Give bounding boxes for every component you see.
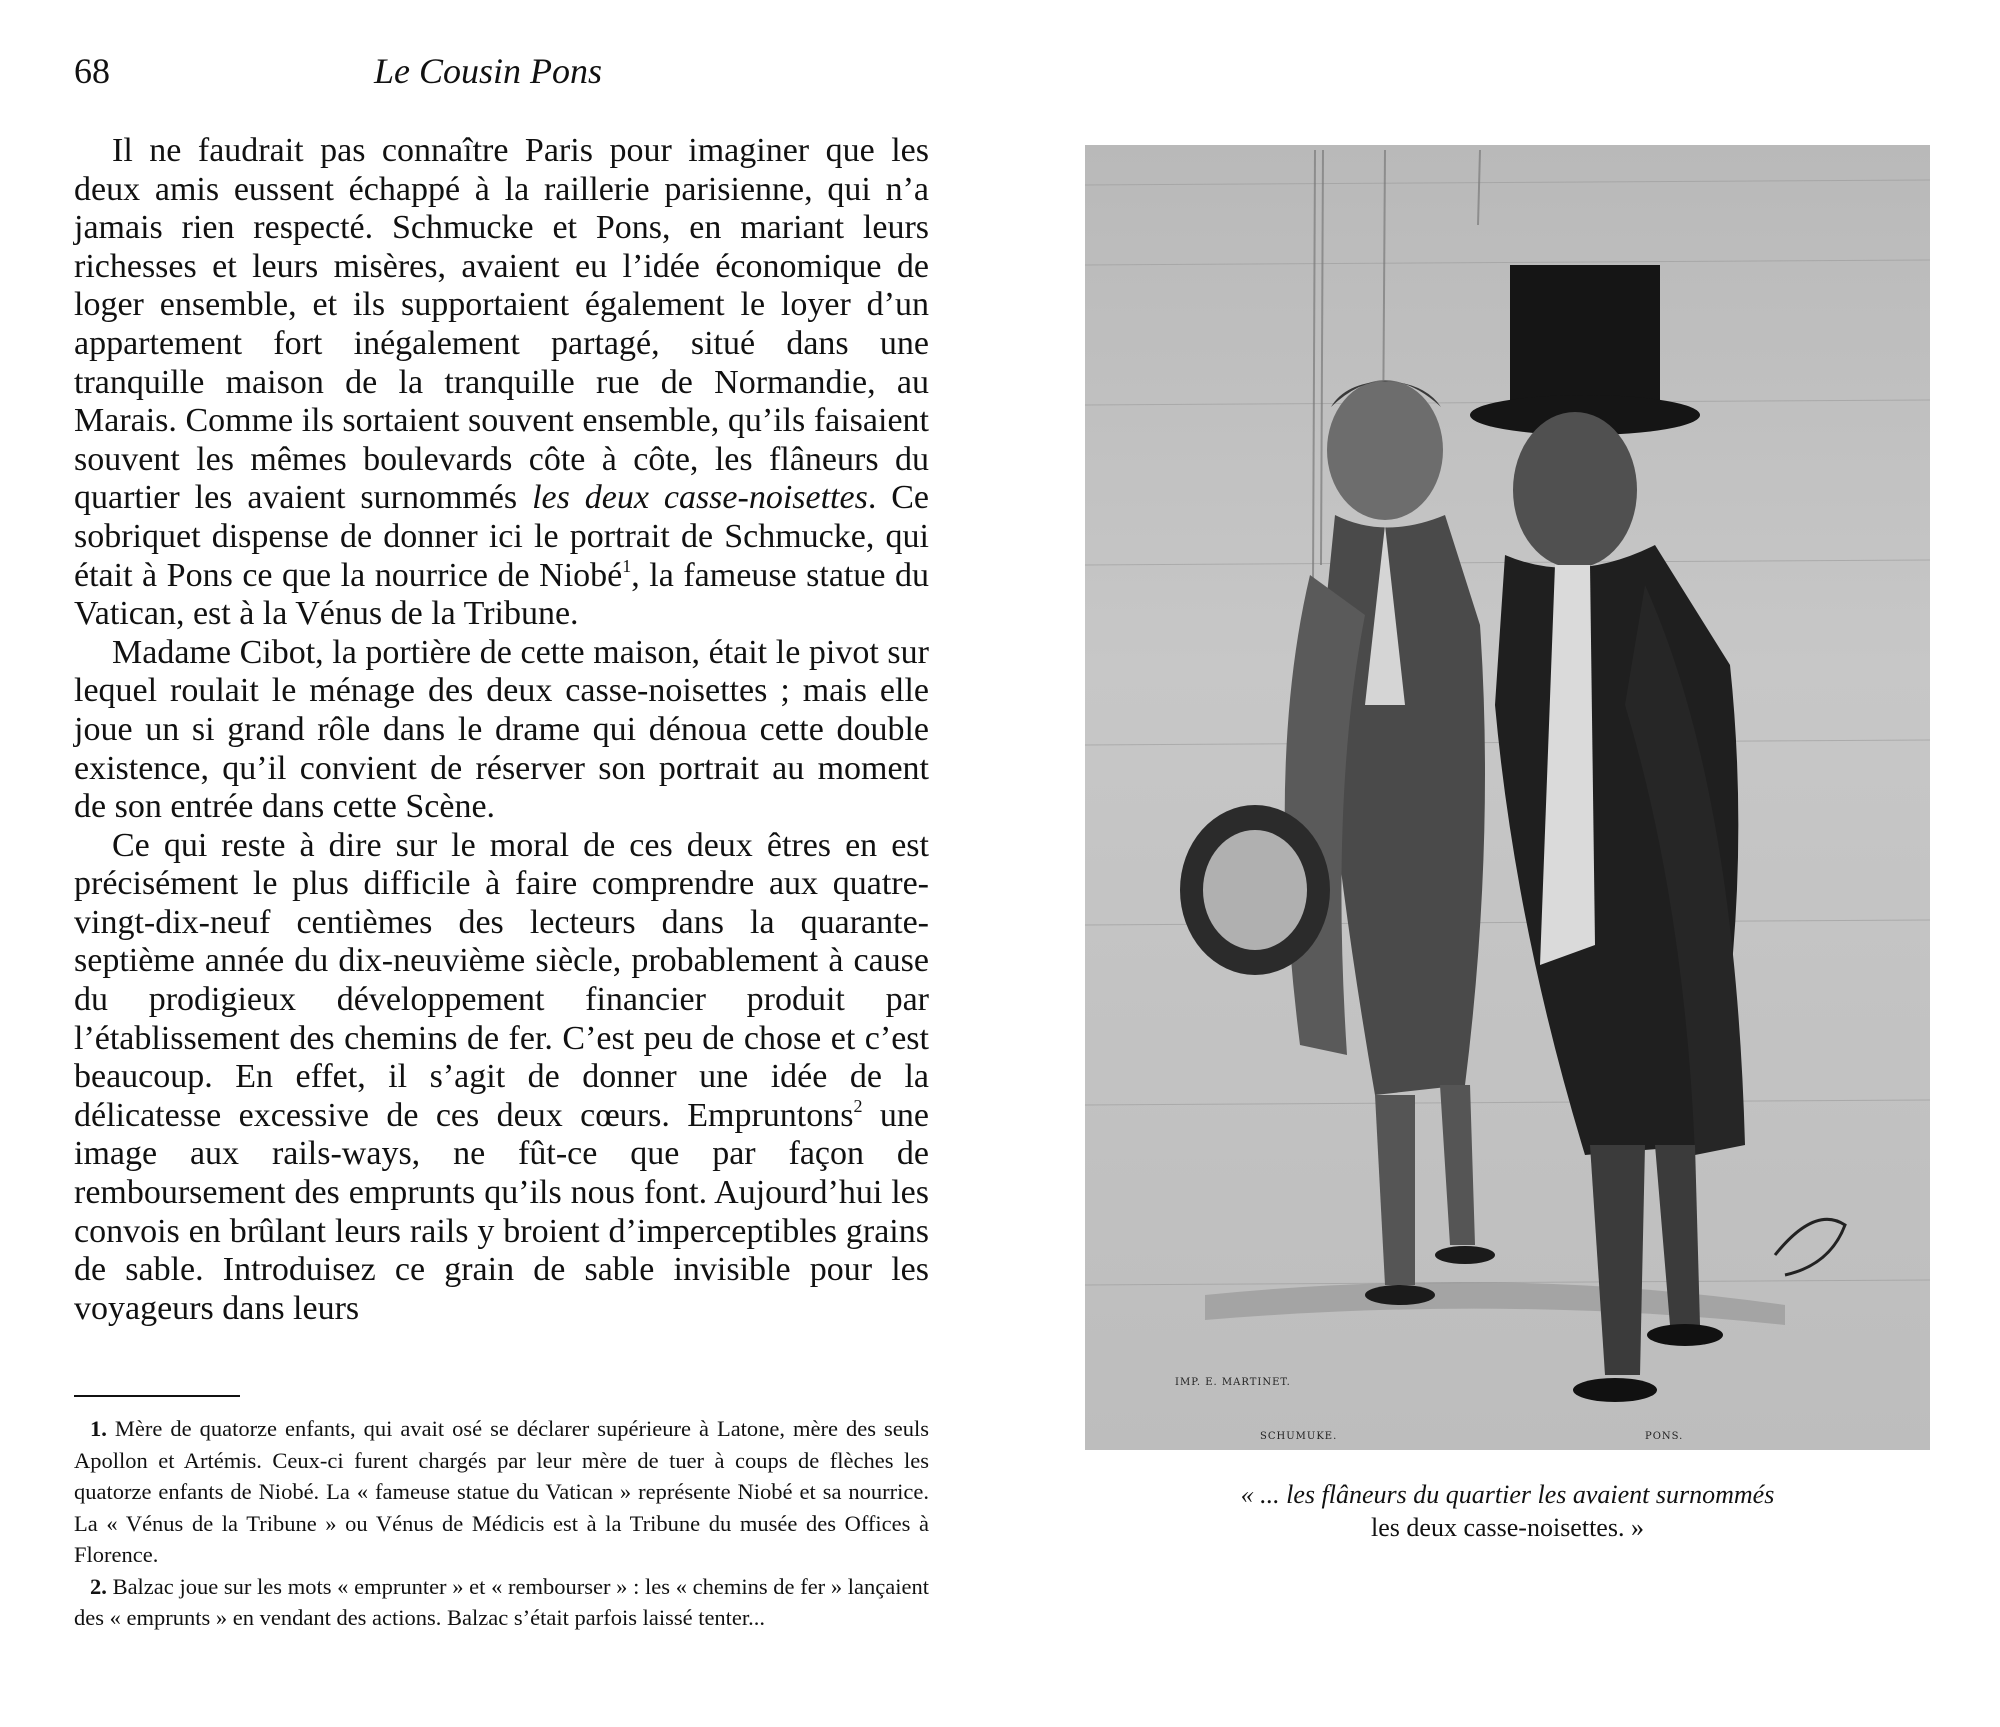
engraving-illustration xyxy=(1085,145,1930,1450)
figure-schmucke xyxy=(1180,380,1495,1305)
running-title: Le Cousin Pons xyxy=(374,51,603,91)
label-pons: PONS. xyxy=(1645,1431,1684,1442)
paragraph-3 xyxy=(74,827,929,1329)
paragraph-3-part-a: Ce qui reste à dire sur le moral de ces deux êtres en est précisément le plus difficile à faire comprendre aux quatre-vingt-dix-neuf centièmes des lecteurs dans la quarante-septième année du dix-neuvième siècle, probablement à cause du prodigieux développement financier produit par l’établissement des chemins de fer. C’est peu de chose et c’est beaucoup. En effet, il s’agit de donner une idée de la délicatesse excessive de ces deux cœurs. Empruntons xyxy=(74,826,929,1134)
caption-line-2: les deux casse-noisettes. » xyxy=(1371,1513,1644,1542)
footnote-1-number: 1. xyxy=(90,1416,107,1441)
paragraph-1 xyxy=(74,132,929,634)
label-schmucke: SCHUMUKE. xyxy=(1260,1431,1338,1442)
page-number: 68 xyxy=(74,51,110,91)
illustration-caption xyxy=(1085,1478,1930,1544)
main-text xyxy=(74,132,929,1328)
paragraph-2: Madame Cibot, la portière de cette maison, était le pivot sur lequel roulait le ménage des deux casse-noisettes ; mais elle joue un si grand rôle dans le drame qui dénoua cette double existence, qu’il convient de réserver son portrait au moment de son entrée dans cette Scène. xyxy=(74,633,929,826)
paragraph-1-part-c: , la fameuse statue du Vatican, est à la Vénus de la Tribune. xyxy=(74,556,930,633)
footnote-2-text: Balzac joue sur les mots « emprunter » et « rembourser » : les « chemins de fer » lançaient des « emprunts » en vendant des actions. Balzac s’était parfois laissé tenter... xyxy=(74,1573,929,1630)
page-header xyxy=(74,50,934,100)
footnote-1 xyxy=(74,1413,929,1571)
footnote-ref-1[interactable]: 1 xyxy=(622,555,632,576)
caption-line-1: « ... les flâneurs du quartier les avaient surnommés xyxy=(1240,1480,1775,1509)
footnote-divider xyxy=(74,1395,240,1397)
engraving-drawing xyxy=(1085,145,1930,1450)
paragraph-1-italic: les deux casse-noisettes xyxy=(532,479,868,517)
figure-pons xyxy=(1470,265,1745,1402)
footnote-1-text: Mère de quatorze enfants, qui avait osé se déclarer supérieure à Latone, mère des seuls Apollon et Artémis. Ceux-ci furent chargés par leur mère de tuer à coups de flèches les quatorze enfants de Niobé. La « fameuse statue du Vatican » représente Niobé et sa nourrice. La « Vénus de la Tribune » ou Vénus de Médicis est à la Tribune du musée des Offices à Florence. xyxy=(74,1416,929,1567)
footnote-2-number: 2. xyxy=(90,1573,107,1599)
paragraph-1-part-b: . Ce sobriquet dispense de donner ici le portrait de Schmucke, qui était à Pons ce que la nourrice de Niobé xyxy=(74,479,929,594)
footnote-ref-2[interactable]: 2 xyxy=(853,1095,863,1116)
footnote-2 xyxy=(74,1571,929,1634)
paragraph-1-part-a: Il ne faudrait pas connaître Paris pour imaginer que les deux amis eussent échappé à la raillerie parisienne, qui n’a jamais rien respecté. Schmucke et Pons, en mariant leurs richesses et leurs misères, avaient eu l’idée économique de loger ensemble, et ils supportaient également le loyer d’un appartement fort inégalement partagé, situé dans une tranquille maison de la tranquille rue de Normandie, au Marais. Comme ils sortaient souvent ensemble, qu’ils faisaient souvent les mêmes boulevards côte à côte, les flâneurs du quartier les avaient surnommés xyxy=(74,132,929,517)
paragraph-3-part-b: une image aux rails-ways, ne fût-ce que par façon de remboursement des emprunts qu’ils nous font. Aujourd’hui les convois en brûlant leurs rails y broient d’imperceptibles grains de sable. Introduisez ce grain de sable invisible pour les voyageurs dans leurs xyxy=(74,1096,929,1327)
printer-credit: IMP. E. MARTINET. xyxy=(1175,1377,1291,1388)
footnotes xyxy=(74,1413,929,1634)
